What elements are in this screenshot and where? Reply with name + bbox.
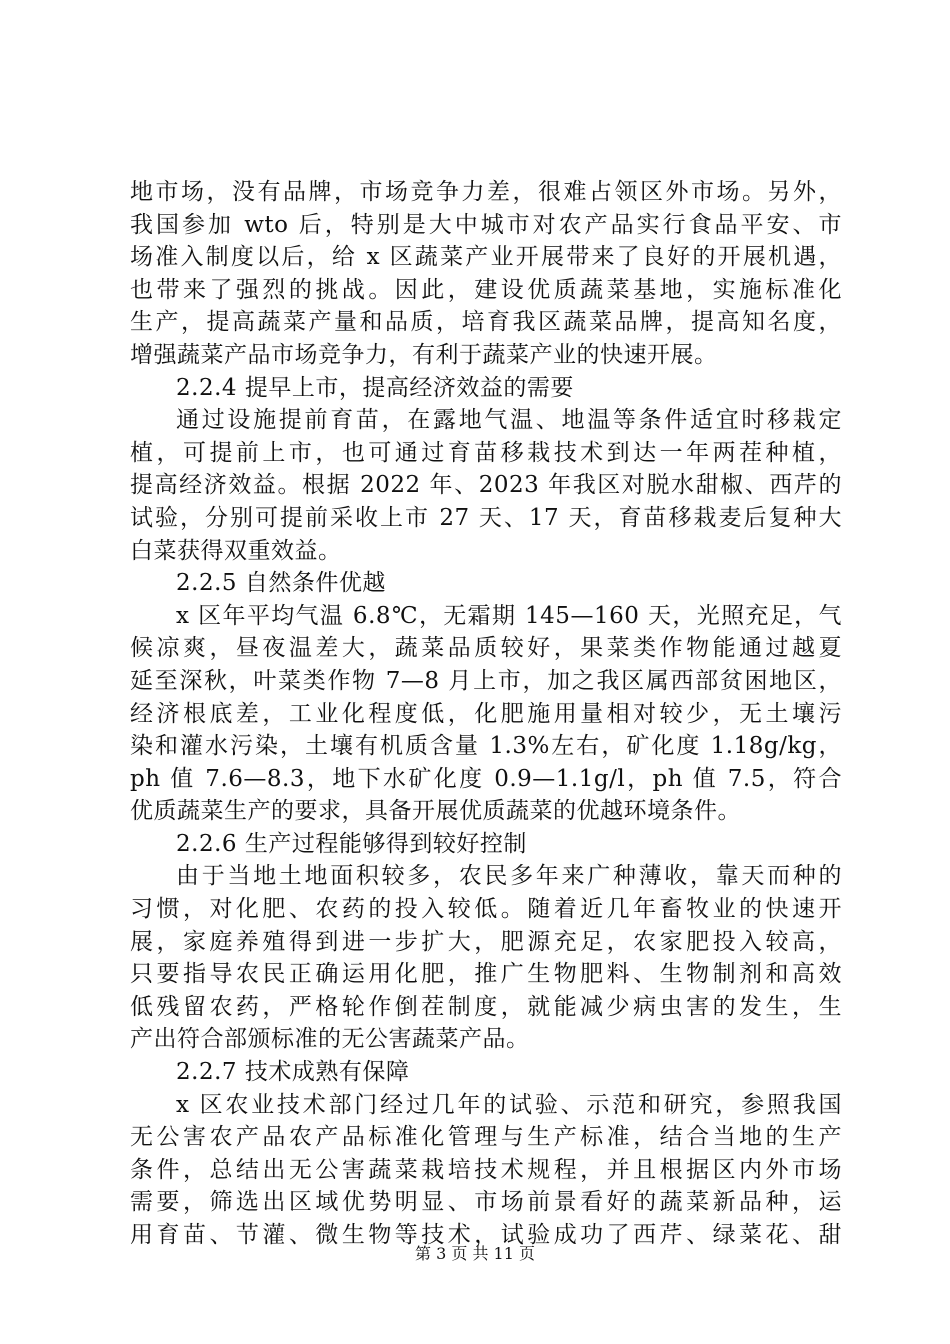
text-line: 由于当地土地面积较多，农民多年来广种薄收，靠天而种的 bbox=[176, 863, 842, 890]
text-line: 需要，筛选出区域优势明显、市场前景看好的蔬菜新品种，运 bbox=[130, 1189, 842, 1216]
text-line: 产出符合部颁标准的无公害蔬菜产品。 bbox=[130, 1026, 530, 1053]
text-line: 2.2.7 技术成熟有保障 bbox=[176, 1059, 410, 1086]
text-line: 条件，总结出无公害蔬菜栽培技术规程，并且根据区内外市场 bbox=[130, 1156, 842, 1183]
text-line: ph 值 7.6—8.3，地下水矿化度 0.9—1.1g/l，ph 值 7.5，符合 bbox=[130, 765, 842, 792]
text-line: 通过设施提前育苗，在露地气温、地温等条件适宜时移栽定 bbox=[176, 407, 842, 434]
text-line: 习惯，对化肥、农药的投入较低。随着近几年畜牧业的快速开 bbox=[130, 896, 842, 923]
text-line: 我国参加 wto 后，特别是大中城市对农产品实行食品平安、市 bbox=[130, 211, 842, 238]
text-line: 候凉爽，昼夜温差大，蔬菜品质较好，果菜类作物能通过越夏 bbox=[130, 635, 842, 662]
text-line: 用育苗、节灌、微生物等技术，试验成功了西芹、绿菜花、甜 bbox=[130, 1222, 842, 1248]
text-line: 优质蔬菜生产的要求，具备开展优质蔬菜的优越环境条件。 bbox=[130, 798, 741, 825]
text-line: 只要指导农民正确运用化肥，推广生物肥料、生物制剂和高效 bbox=[130, 961, 842, 988]
text-line: 场准入制度以后，给 x 区蔬菜产业开展带来了良好的开展机遇， bbox=[130, 244, 842, 271]
document-body bbox=[130, 176, 842, 1252]
page-footer: 第 3 页 共 11 页 bbox=[415, 1244, 535, 1263]
text-line: 试验，分别可提前采收上市 27 天、17 天，育苗移栽麦后复种大 bbox=[130, 504, 842, 531]
text-line: x 区年平均气温 6.8℃，无霜期 145—160 天，光照充足，气 bbox=[176, 602, 842, 629]
text-line: 染和灌水污染，土壤有机质含量 1.3%左右，矿化度 1.18g/kg， bbox=[130, 733, 842, 760]
text-line: 生产，提高蔬菜产量和品质，培育我区蔬菜品牌，提高知名度， bbox=[130, 309, 842, 336]
text-line: 增强蔬菜产品市场竞争力，有利于蔬菜产业的快速开展。 bbox=[130, 341, 718, 368]
text-line: 地市场，没有品牌，市场竞争力差，很难占领区外市场。另外， bbox=[130, 179, 842, 205]
text-line: 展，家庭养殖得到进一步扩大，肥源充足，农家肥投入较高， bbox=[130, 928, 842, 955]
text-line: x 区农业技术部门经过几年的试验、示范和研究，参照我国 bbox=[176, 1091, 842, 1118]
text-line: 2.2.4 提早上市，提高经济效益的需要 bbox=[176, 374, 574, 401]
text-line: 无公害农产品农产品标准化管理与生产标准，结合当地的生产 bbox=[130, 1124, 842, 1151]
text-line: 白菜获得双重效益。 bbox=[130, 537, 342, 564]
text-line: 延至深秋，叶菜类作物 7—8 月上市，加之我区属西部贫困地区， bbox=[130, 667, 842, 694]
text-line: 2.2.5 自然条件优越 bbox=[176, 570, 386, 597]
text-line: 低残留农药，严格轮作倒茬制度，就能减少病虫害的发生，生 bbox=[130, 993, 842, 1020]
text-line: 也带来了强烈的挑战。因此，建设优质蔬菜基地，实施标准化 bbox=[130, 276, 842, 303]
text-line: 植，可提前上市，也可通过育苗移栽技术到达一年两茬种植， bbox=[130, 439, 842, 466]
text-line: 2.2.6 生产过程能够得到较好控制 bbox=[176, 830, 527, 857]
text-line: 经济根底差，工业化程度低，化肥施用量相对较少，无土壤污 bbox=[130, 700, 842, 727]
text-line: 提高经济效益。根据 2022 年、2023 年我区对脱水甜椒、西芹的 bbox=[130, 472, 842, 499]
